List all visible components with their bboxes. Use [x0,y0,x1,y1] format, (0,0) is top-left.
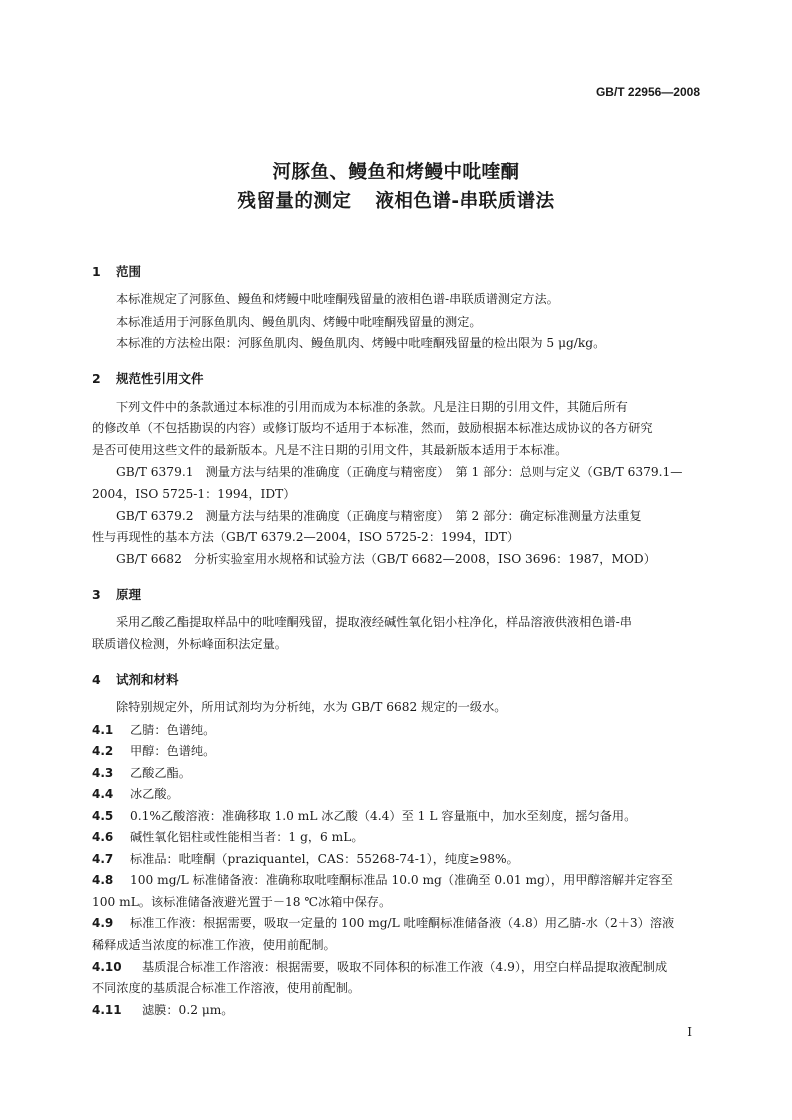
section-title: 范围 [116,264,142,279]
clause-4-8-cont: 100 mL。该标准储备液避光置于－18 ℃冰箱中保存。 [92,895,392,909]
paragraph: 采用乙酸乙酯提取样品中的吡喹酮残留，提取液经碱性氧化铝小柱净化，样品溶液供液相色谱-串 [116,615,632,629]
section-title: 规范性引用文件 [116,371,204,386]
clause-4-5 [92,806,704,827]
clause-number: 4.8 [92,873,114,887]
clause-text: 100 mg/L 标准储备液：准确称取吡喹酮标准品 10.0 mg（准确至 0.01 mg），用甲醇溶解并定容至 [130,873,673,887]
section-1-heading [92,262,141,280]
clause-text: 标准工作液：根据需要，吸取一定量的 100 mg/L 吡喹酮标准储备液（4.8）用乙腈-水（2＋3）溶液 [130,916,675,930]
clause-4-2 [92,741,704,762]
clause-number: 4.6 [92,830,114,844]
section-title: 试剂和材料 [116,672,179,687]
clause-number: 4.3 [92,766,114,780]
section-number: 1 [92,264,101,279]
clause-number: 4.5 [92,809,114,823]
clause-4-4 [92,784,704,805]
paragraph: 除特别规定外，所用试剂均为分析纯，水为 GB/T 6682 规定的一级水。 [116,700,507,714]
reference-item: GB/T 6379.1 测量方法与结果的准确度（正确度与精密度） 第 1 部分：总则与定义（GB/T 6379.1— [116,465,683,479]
title-part-b: 液相色谱-串联质谱法 [375,191,555,212]
clause-text: 乙腈：色谱纯。 [130,723,216,737]
clause-number: 4.2 [92,744,114,758]
clause-number: 4.7 [92,852,114,866]
section-number: 3 [92,587,101,602]
paragraph-line: 是否可使用这些文件的最新版本。凡是不注日期的引用文件，其最新版本适用于本标准。 [92,443,568,457]
clause-4-10-cont: 不同浓度的基质混合标准工作溶液，使用前配制。 [92,981,361,995]
clause-text: 冰乙酸。 [130,787,179,801]
standard-number: GB/T 22956—2008 [595,85,700,99]
clause-number: 4.9 [92,916,114,930]
clause-4-1 [92,720,704,741]
reference-item-cont: 性与再现性的基本方法（GB/T 6379.2—2004，ISO 5725-2：1994，IDT） [92,530,520,544]
section-number: 4 [92,672,101,687]
section-number: 2 [92,371,101,386]
clause-text: 碱性氧化铝柱或性能相当者：1 g，6 mL。 [130,830,364,844]
clause-4-9-cont: 稀释成适当浓度的标准工作液，使用前配制。 [92,938,336,952]
page-number: I [687,1025,692,1039]
clause-4-7 [92,849,704,870]
clause-4-10 [92,957,704,978]
paragraph: 下列文件中的条款通过本标准的引用而成为本标准的条款。凡是注日期的引用文件，其随后所有 [116,400,628,414]
paragraph: 本标准适用于河豚鱼肌肉、鳗鱼肌肉、烤鳗中吡喹酮残留量的测定。 [116,315,482,329]
section-2-heading [92,369,204,387]
clause-text: 0.1%乙酸溶液：准确移取 1.0 mL 冰乙酸（4.4）至 1 L 容量瓶中，加水至刻度，摇匀备用。 [130,809,637,823]
title-part-a: 残留量的测定 [237,191,352,212]
clause-text: 标准品：吡喹酮（praziquantel，CAS：55268-74-1），纯度≥98%。 [130,852,519,866]
clause-4-8 [92,870,704,891]
clause-number: 4.1 [92,723,114,737]
paragraph: 本标准规定了河豚鱼、鳗鱼和烤鳗中吡喹酮残留量的液相色谱-串联质谱测定方法。 [116,292,559,306]
paragraph: 本标准的方法检出限：河豚鱼肌肉、鳗鱼肌肉、烤鳗中吡喹酮残留量的检出限为 5 μg/kg。 [116,336,606,350]
clause-number: 4.4 [92,787,114,801]
clause-text: 甲醇：色谱纯。 [130,744,216,758]
document-title-line-2 [0,187,792,213]
reference-item-cont: 2004，ISO 5725-1：1994，IDT） [92,487,296,501]
clause-text: 基质混合标准工作溶液：根据需要，吸取不同体积的标准工作液（4.9），用空白样品提取液配制成 [142,960,668,974]
clause-number: 4.10 [92,960,122,974]
paragraph-line: 联质谱仪检测，外标峰面积法定量。 [92,637,287,651]
clause-text: 滤膜：0.2 μm。 [142,1003,234,1017]
clause-4-3 [92,763,704,784]
section-title: 原理 [116,587,142,602]
document-title-line-1: 河豚鱼、鳗鱼和烤鳗中吡喹酮 [272,162,520,183]
reference-item: GB/T 6682 分析实验室用水规格和试验方法（GB/T 6682—2008，ISO 3696：1987，MOD） [116,552,656,566]
clause-text: 乙酸乙酯。 [130,766,191,780]
section-4-heading [92,670,179,688]
clause-4-11 [92,1000,704,1021]
clause-4-6 [92,827,704,848]
paragraph-line: 的修改单（不包括勘误的内容）或修订版均不适用于本标准，然而，鼓励根据本标准达成协议的各方研究 [92,421,653,435]
section-3-heading [92,585,141,603]
reference-item: GB/T 6379.2 测量方法与结果的准确度（正确度与精密度） 第 2 部分：确定标准测量方法重复 [116,509,642,523]
clause-number: 4.11 [92,1003,122,1017]
clause-4-9 [92,913,704,934]
